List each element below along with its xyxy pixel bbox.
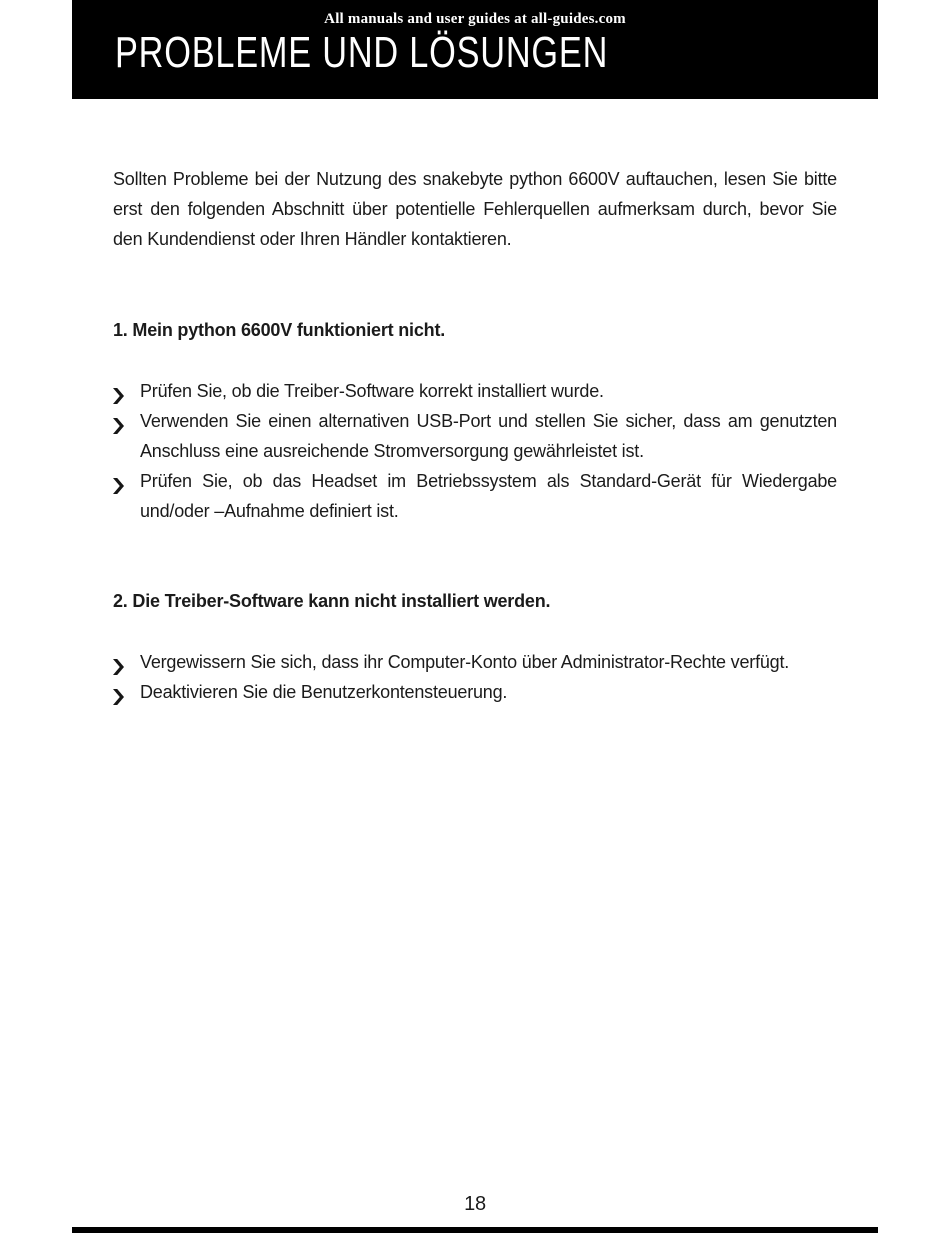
bullet-text: Vergewissern Sie sich, dass ihr Computer-Konto über Administrator-Rechte verfügt.	[140, 652, 790, 672]
section-problem-1	[113, 315, 837, 526]
bullet-text: Prüfen Sie, ob die Treiber-Software korrekt installiert wurde.	[140, 381, 604, 401]
section-2-bullet-list	[113, 647, 837, 707]
section-2-heading: 2. Die Treiber-Software kann nicht installiert werden.	[113, 591, 551, 611]
bullet-text: Deaktivieren Sie die Benutzerkontensteuerung.	[140, 682, 508, 702]
bullet-text: Verwenden Sie einen alternativen USB-Port und stellen Sie sicher, dass am genutzten Anschluss eine ausreichende Stromversorgung gewährleistet ist.	[140, 411, 837, 461]
page-header-banner	[72, 0, 878, 99]
list-item	[113, 466, 837, 526]
bullet-text: Prüfen Sie, ob das Headset im Betriebssystem als Standard-Gerät für Wiedergabe und/oder –Aufnahme definiert ist.	[140, 471, 837, 521]
section-1-heading: 1. Mein python 6600V funktioniert nicht.	[113, 320, 446, 340]
list-item	[113, 406, 837, 466]
page-number: 18	[464, 1193, 486, 1215]
section-problem-2	[113, 586, 837, 707]
bullet-chevron-icon	[113, 684, 124, 700]
list-item	[113, 647, 837, 677]
section-1-bullet-list	[113, 376, 837, 526]
bullet-chevron-icon	[113, 413, 124, 429]
list-item	[113, 677, 837, 707]
watermark-text: All manuals and user guides at all-guides.com	[324, 11, 626, 27]
bullet-chevron-icon	[113, 654, 124, 670]
bottom-page-bar	[72, 1227, 878, 1233]
bullet-chevron-icon	[113, 383, 124, 399]
list-item	[113, 376, 837, 406]
page-title: PROBLEME UND LÖSUNGEN	[115, 28, 609, 77]
bullet-chevron-icon	[113, 473, 124, 489]
intro-paragraph: Sollten Probleme bei der Nutzung des snakebyte python 6600V auftauchen, lesen Sie bitte erst den folgenden Abschnitt über potentielle Fehlerquellen aufmerksam durch, bevor Sie den Kundendienst oder Ihren Händler kontaktieren.	[113, 169, 837, 249]
